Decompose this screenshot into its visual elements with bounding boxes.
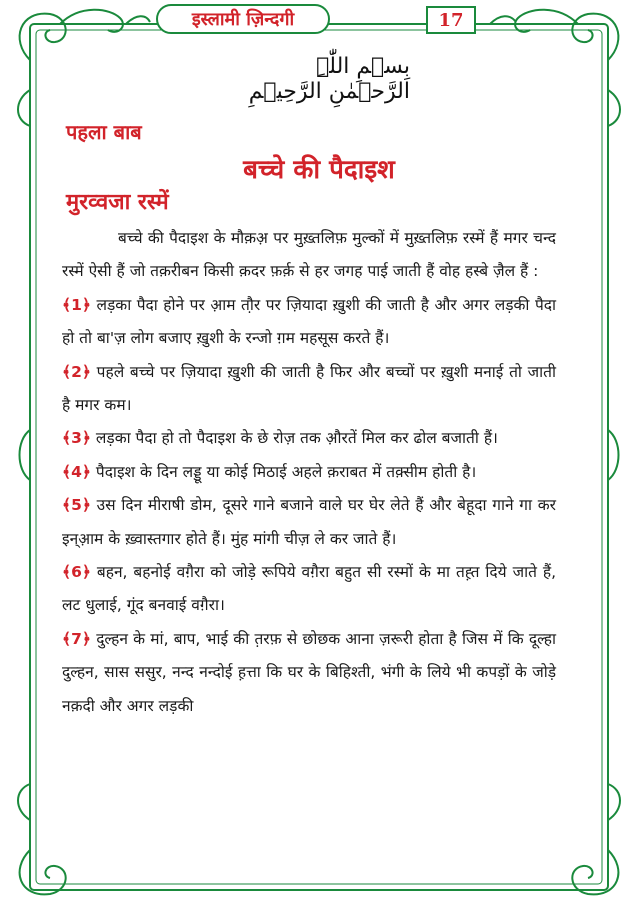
item-text: उस दिन मीराषी डोम, दूसरे गाने बजाने वाले घर घेर लेते हैं और बेहूदा गाने गा कर इन्आ़म के ख़्वास्तगार होते हैं। मुंह मांगी चीज़ ले कर जाते हैं। [62,496,556,548]
item-text: लड़का पैदा होने पर आ़म तौ़र पर ज़ियादा ख़ुशी की जाती है और अगर लड़की पैदा हो तो बा'ज़ लोग बजाए ख़ुशी के रन्जो ग़म महसूस करते हैं। [62,295,556,348]
item-number: ﴾2﴿ [62,362,91,381]
item-number: ﴾7﴿ [62,629,91,648]
intro-paragraph: बच्चे की पैदाइश के मौक़अ़ पर मुख़्तलिफ़ मुल्कों में मुख़्तलिफ़ रस्में हैं मगर चन्द रस्में ऐसी हैं जो तक़रीबन किसी क़दर फ़र्क़ से हर जगह पाई जाती हैं वोह हस्बे ज़ैल हैं : [62,229,556,281]
chapter-title: बच्चे की पैदाइश [243,155,395,185]
corner-floral-ornament-icon [18,10,123,126]
item-text: लड़का पैदा हो तो पैदाइश के छे रोज़ तक औ़रतें मिल कर ढोल बजाती हैं। [95,429,498,448]
list-item [62,356,556,423]
list-item [62,456,556,489]
item-number: ﴾5﴿ [62,496,91,515]
section-title: मुरव्वजा रस्में [66,190,169,215]
book-title-badge: इस्लामी ज़िन्दगी [156,4,330,34]
item-text: बहन, बहनोई वग़ैरा को जोड़े रूपिये वग़ैरा बहुत सी रस्मों के मा तह़्त दिये जाते हैं, लट धुलाई, गूंद बनवाई वग़ैरा। [62,563,556,615]
corner-floral-ornament-icon [572,784,620,894]
list-item [62,422,556,455]
bismillah-calligraphy: بِسۡمِ اللّٰہِ الرَّحۡمٰنِ الرَّحِیۡمِ [248,54,410,104]
body-text [62,222,556,723]
corner-floral-ornament-icon [18,784,66,894]
item-text: दुल्हन के मां, बाप, भाई की त़रफ़ से छोछक आना ज़रूरी होता है जिस में कि दूल्हा दुल्हन, सास ससुर, नन्द नन्दोई ह़त्ता कि घर के बिहिश्ती, भंगी के लिये भी कपड़ों के जोड़े नक़दी और अगर लड़की [62,629,556,715]
list-item [62,623,556,723]
list-item [62,556,556,623]
chapter-label: पहला बाब [66,120,142,144]
item-text: पैदाइश के दिन लड्डू या कोई मिठाई अहले क़राबत में तक़्सीम होती है। [95,462,477,481]
item-number: ﴾3﴿ [62,429,91,448]
list-item [62,489,556,556]
item-number: ﴾1﴿ [62,295,91,314]
item-number: ﴾4﴿ [62,462,91,481]
item-number: ﴾6﴿ [62,563,91,582]
corner-floral-ornament-icon [515,10,620,126]
list-item [62,289,556,356]
page-number: 17 [426,6,476,34]
item-text: पहले बच्चे पर ज़ियादा ख़ुशी की जाती है फिर और बच्चों पर ख़ुशी मनाई तो जाती है मगर कम। [62,362,556,415]
